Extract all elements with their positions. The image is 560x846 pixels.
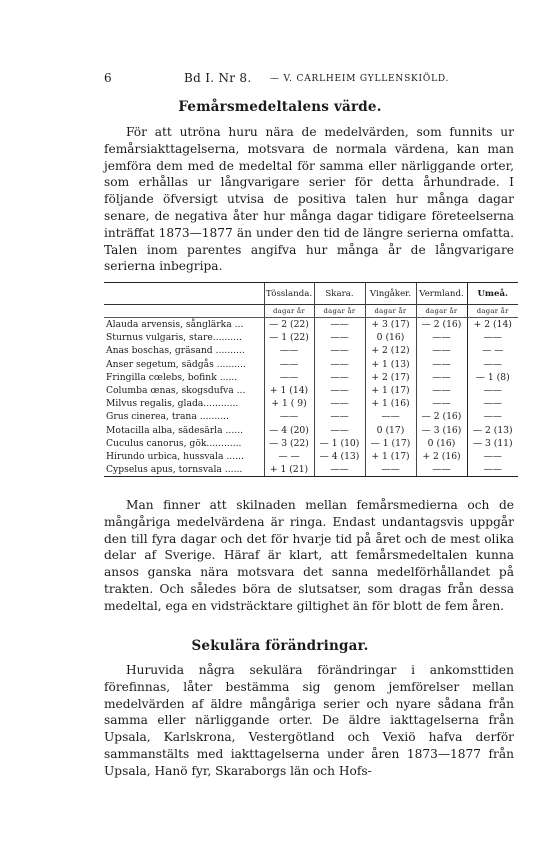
comparison-table [104, 282, 518, 477]
table-row [104, 463, 518, 476]
unit-label: dagar år [467, 305, 518, 318]
value-cell: —— [264, 410, 314, 423]
value-cell: 0 (16) [365, 331, 416, 344]
table-row [104, 450, 518, 463]
value-cell: —— [416, 384, 467, 397]
table-row [104, 410, 518, 423]
value-cell: —— [416, 331, 467, 344]
value-cell: —— [467, 397, 518, 410]
table-row [104, 331, 518, 344]
species-name: Anas boschas, gräsand .......... [106, 345, 245, 357]
value-cell: + 1 (14) [264, 384, 314, 397]
value-cell: —— [314, 384, 365, 397]
table-row [104, 437, 518, 450]
value-cell: — 2 (13) [467, 424, 518, 437]
author-line: — V. CARLHEIM GYLLENSKIÖLD. [270, 74, 450, 84]
value-cell: — — [264, 450, 314, 463]
value-cell: — 2 (22) [264, 318, 314, 332]
value-cell: —— [365, 463, 416, 476]
value-cell: —— [314, 424, 365, 437]
species-name: Grus cinerea, trana .......... [106, 411, 229, 423]
value-cell: + 3 (17) [365, 318, 416, 332]
unit-label: dagar år [314, 305, 365, 318]
value-cell: + 2 (17) [365, 371, 416, 384]
species-name: Hirundo urbica, hussvala ...... [106, 450, 244, 462]
value-cell: —— [314, 318, 365, 332]
table-row [104, 318, 518, 332]
value-cell: — 3 (22) [264, 437, 314, 450]
species-name: Cuculus canorus, gök............ [106, 437, 242, 449]
value-cell: — 2 (16) [416, 318, 467, 332]
value-cell: — 1 (22) [264, 331, 314, 344]
table-row [104, 371, 518, 384]
species-name: Milvus regalis, glada............ [106, 398, 239, 410]
value-cell: + 1 (17) [365, 384, 416, 397]
value-cell: — 1 (17) [365, 437, 416, 450]
value-cell: —— [467, 450, 518, 463]
value-cell: — 2 (16) [416, 410, 467, 423]
value-cell: + 1 ( 9) [264, 397, 314, 410]
section-title-femarsmedeltal: Femårsmedeltalens värde. [178, 99, 382, 115]
value-cell: + 2 (14) [467, 318, 518, 332]
table-row [104, 384, 518, 397]
value-cell: — — [467, 344, 518, 357]
species-name: Fringilla cœlebs, bofink ...... [106, 371, 238, 383]
value-cell: + 2 (12) [365, 344, 416, 357]
column-header: Vingåker. [365, 283, 416, 305]
table-row [104, 358, 518, 371]
value-cell: —— [314, 410, 365, 423]
value-cell: —— [314, 463, 365, 476]
value-cell: —— [416, 397, 467, 410]
section-title-sekulara: Sekulära förändringar. [191, 638, 369, 654]
secular-paragraph: Huruvida några sekulära förändringar i ankomsttiden förefinnas, låter bestämma sig genom jemförelser mellan medelvärden af äldre mångåriga serier och nyare sådana från samma eller närliggande orter. De äldre iakttagelserna från Upsala, Karlskrona, Vestergötland och Vexiö hafva derför sammanstälts med iakttagelserna under åren 1873—1877 från Upsala, Hanö fyr, Skaraborgs län och Hofs- [104, 663, 514, 778]
species-name: Anser segetum, sädgås .......... [106, 358, 246, 370]
value-cell: —— [264, 344, 314, 357]
column-header: Vermland. [416, 283, 467, 305]
table-header-row [104, 283, 518, 305]
value-cell: —— [416, 371, 467, 384]
value-cell: — 1 (10) [314, 437, 365, 450]
species-name: Cypselus apus, tornsvala ...... [106, 464, 243, 476]
unit-label: dagar år [416, 305, 467, 318]
value-cell: —— [264, 358, 314, 371]
value-cell: — 3 (16) [416, 424, 467, 437]
unit-label: dagar år [264, 305, 314, 318]
value-cell: 0 (16) [416, 437, 467, 450]
value-cell: + 1 (16) [365, 397, 416, 410]
intro-paragraph: För att utröna huru nära de medelvärden, som funnits ur femårsiakttagelserna, motsvara de normala värdena, kan man jemföra dem med de medeltal för samma eller närliggande orter, som erhållas ur långvarigare serier för detta århundrade. I följande öfversigt utvisa de positiva talen hur många dagar senare, de negativa åter hur många dagar tidigare företeelserna inträffat 1873—1877 än under den tid de längre serierna omfatta. Talen inom parentes angifva hur många år de långvarigare serierna inbegripa. [104, 125, 514, 274]
species-name: Columba œnas, skogsdufva ... [106, 385, 246, 397]
value-cell: —— [314, 397, 365, 410]
value-cell: + 2 (16) [416, 450, 467, 463]
table-row [104, 397, 518, 410]
table-row [104, 424, 518, 437]
value-cell: —— [467, 463, 518, 476]
value-cell: —— [365, 410, 416, 423]
value-cell: —— [314, 344, 365, 357]
value-cell: —— [416, 344, 467, 357]
column-header: Skara. [314, 283, 365, 305]
page-number: 6 [104, 71, 112, 85]
value-cell: — 3 (11) [467, 437, 518, 450]
value-cell: —— [467, 410, 518, 423]
column-header: Tösslanda. [264, 283, 314, 305]
value-cell: —— [416, 358, 467, 371]
value-cell: + 1 (13) [365, 358, 416, 371]
value-cell: —— [467, 358, 518, 371]
value-cell: —— [467, 384, 518, 397]
value-cell: —— [264, 371, 314, 384]
value-cell: — 1 (8) [467, 371, 518, 384]
column-header: Umeå. [467, 283, 518, 305]
species-name: Alauda arvensis, sånglärka ... [106, 319, 244, 331]
value-cell: + 1 (17) [365, 450, 416, 463]
species-subheader [104, 305, 264, 318]
discussion-paragraph: Man finner att skilnaden mellan femårsmedierna och de mångåriga medelvärdena är ringa. Endast undantagsvis uppgår den till fyra dagar och det för hvarje tid på året och de mest olika delar af Sverige. Häraf är klart, att femårsmedeltalen kunna ansos ganska nära motsvara det sanna medelförhållandet på trakten. Och således böra de slutsatser, som dragas från dessa medeltal, ega en vidsträcktare giltighet än för blott de fem åren. [104, 498, 514, 613]
value-cell: 0 (17) [365, 424, 416, 437]
value-cell: —— [416, 463, 467, 476]
table-row [104, 344, 518, 357]
species-header [104, 283, 264, 305]
journal-reference: Bd I. Nr 8. [184, 71, 252, 85]
value-cell: —— [314, 331, 365, 344]
table-subheader-row [104, 305, 518, 318]
value-cell: — 4 (20) [264, 424, 314, 437]
species-name: Sturnus vulgaris, stare.......... [106, 332, 242, 344]
value-cell: —— [314, 358, 365, 371]
value-cell: + 1 (21) [264, 463, 314, 476]
value-cell: —— [314, 371, 365, 384]
value-cell: — 4 (13) [314, 450, 365, 463]
value-cell: —— [467, 331, 518, 344]
species-name: Motacilla alba, sädesärla ...... [106, 424, 244, 436]
unit-label: dagar år [365, 305, 416, 318]
